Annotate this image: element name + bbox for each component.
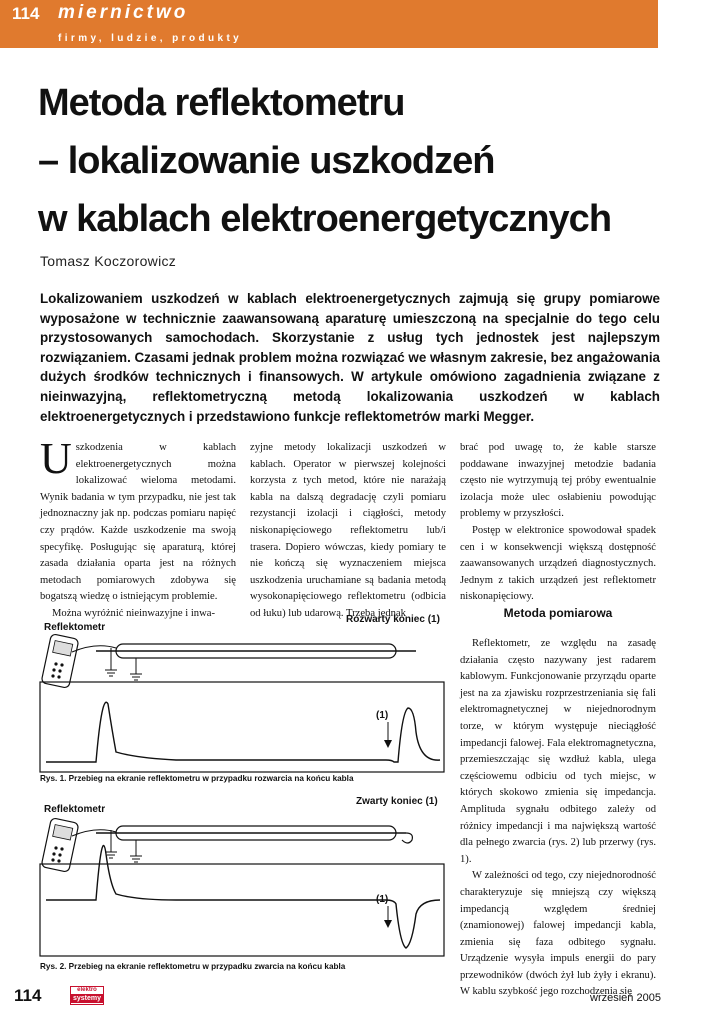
lead-paragraph: Lokalizowaniem uszkodzeń w kablach elektroenergetycznych zajmują się grupy pomiarowe wyposażone w technicznie zaawansowaną aparaturę umieszczoną na specjalnie do tego celu przystosowanych samochodach. Skorzystanie z usług tych jednostek jest najlepszym rozwiązaniem. Czasami jednak problem można rozwiązać we własnym zakresie, bez angażowania dużych środków technicznych i finansowych. W artykule omówiono zagadnienia związane z nieinwazyjną, reflektometryczną metodą lokalizowania uszkodzeń w kablach elektroenergetycznych i przedstawiono funkcje reflektometrów marki Megger. xyxy=(40,291,660,424)
title-line-1: Metoda reflektometru xyxy=(38,82,405,124)
logo-line-2: systemy xyxy=(72,995,102,1002)
column-1 xyxy=(40,434,236,623)
article-title xyxy=(38,74,698,248)
fig2-device-label: Reflektometr xyxy=(44,804,106,815)
title-line-3: w kablach elektroenergetycznych xyxy=(38,198,612,240)
fig1-diagram xyxy=(36,612,448,782)
cable-drawing xyxy=(96,644,416,680)
fig2-marker: (1) xyxy=(376,894,389,905)
reflectometer-device-icon xyxy=(41,634,79,689)
col3-paragraph-1: brać pod uwagę to, że kable starsze poddawane inwazyjnej metodzie badania często nie wytrzymują tej próby ewentualnie izolacja może ulec osłabieniu powodując problemy w przyszłości. xyxy=(460,442,656,520)
figure-2 xyxy=(36,794,448,964)
header-page-number: 114 xyxy=(12,4,40,23)
footer-page-number: 114 xyxy=(14,986,42,1005)
fig2-diagram xyxy=(36,794,448,964)
figure-1-caption: Rys. 1. Przebieg na ekranie reflektometru w przypadku rozwarcia na końcu kabla xyxy=(40,774,354,783)
header-band xyxy=(0,0,658,48)
figure-2-caption: Rys. 2. Przebieg na ekranie reflektometru w przypadku zwarcia na końcu kabla xyxy=(40,962,346,971)
fig1-marker: (1) xyxy=(376,710,389,721)
col2-paragraph-1: zyjne metody lokalizacji uszkodzeń w kablach. Operator w pierwszej kolejności korzysta z tych metod, które nie narażają kabla na dalszą degradację czyli pomiaru rezystancji izolacji i ciągłości, metody niskonapięciowego reflektometru lub/i trasera. Dopiero wówczas, kiedy pomiary te nie kończą się wyznaczeniem miejsca uszkodzenia uruchamiane są badania metodą wysokonapięciowego reflektometru (odbicia od łuku) lub udarową. Trzeba jednak xyxy=(250,442,446,619)
col3-paragraph-2: Postęp w elektronice spowodował spadek cen i w konsekwencji większą dostępność zaawansowanych urządzeń diagnostycznych. Jednym z takich urządzeń jest reflektometr niskonapięciowy. xyxy=(460,524,656,603)
issue-date: wrzesień 2005 xyxy=(590,992,661,1004)
col3-paragraph-3: Reflektometr, ze względu na zasadę działania często nazywany jest radarem kablowym. Funkcjonowanie przyrządu oparte jest na za zjawisku rozprzestrzeniania się fali elektromagnetycznej w niejednorodnym torze, w którym występuje nieciągłość impedancji falowej. Fala elektromagnetyczna, przemieszczając się wzdłuż kabla, ulega częściowemu odbiciu od tych miejsc, w których skokowo zmienia się impedancja. Amplituda sygnału odbitego zależy od różnicy impedancji i ma największą wartość dla pełnego zwarcia (rys. 2) lub przerwy (rys. 1). xyxy=(460,638,656,865)
magazine-logo xyxy=(70,986,104,1005)
header-subtitle: firmy, ludzie, produkty xyxy=(58,33,243,44)
fig1-device-label: Reflektometr xyxy=(44,622,106,633)
col1-paragraph-1: szkodzenia w kablach elektroenergetycznych można lokalizować wieloma metodami. Wynik badania w tym przypadku, nie jest tak jednoznaczny jak np. podczas pomiaru napięć czy prądów. Każde uszkodzenie ma swoją specyfikę. Posługując się aparaturą, której zasada działania oparta jest na różnych metodach pomiarowych zdobywa się bogatszą wiedzę o istniejącym problemie. xyxy=(40,442,236,603)
column-3-continued xyxy=(460,636,656,1001)
col3-paragraph-4: W zależności od tego, czy niejednorodność charakteryzuje się mniejszą czy większą impedancją względem średniej (znamionowej) falowej impedancji kabla, zmienia się faza odbitego sygnału. Urządzenie wysyła impuls energii do pary przewodników (dwóch żył lub żyły i ekranu). W kablu szybkość jego rozchodzenia się xyxy=(460,870,656,998)
column-2 xyxy=(250,440,446,623)
column-3 xyxy=(460,440,656,606)
title-line-2: – lokalizowanie uszkodzeń xyxy=(38,140,495,182)
cable-drawing xyxy=(96,826,412,862)
section-heading: Metoda pomiarowa xyxy=(503,606,613,620)
col1-paragraph-2: Można wyróżnić nieinwazyjne i inwa- xyxy=(52,607,215,619)
fig1-end-label: Rozwarty koniec (1) xyxy=(346,614,440,625)
figure-1 xyxy=(36,612,448,782)
author: Tomasz Koczorowicz xyxy=(40,253,177,269)
header-magazine-name: miernictwo xyxy=(58,2,189,23)
logo-line-1: elektro xyxy=(77,987,97,993)
drop-cap: U xyxy=(40,434,72,483)
fig2-end-label: Zwarty koniec (1) xyxy=(356,796,438,807)
